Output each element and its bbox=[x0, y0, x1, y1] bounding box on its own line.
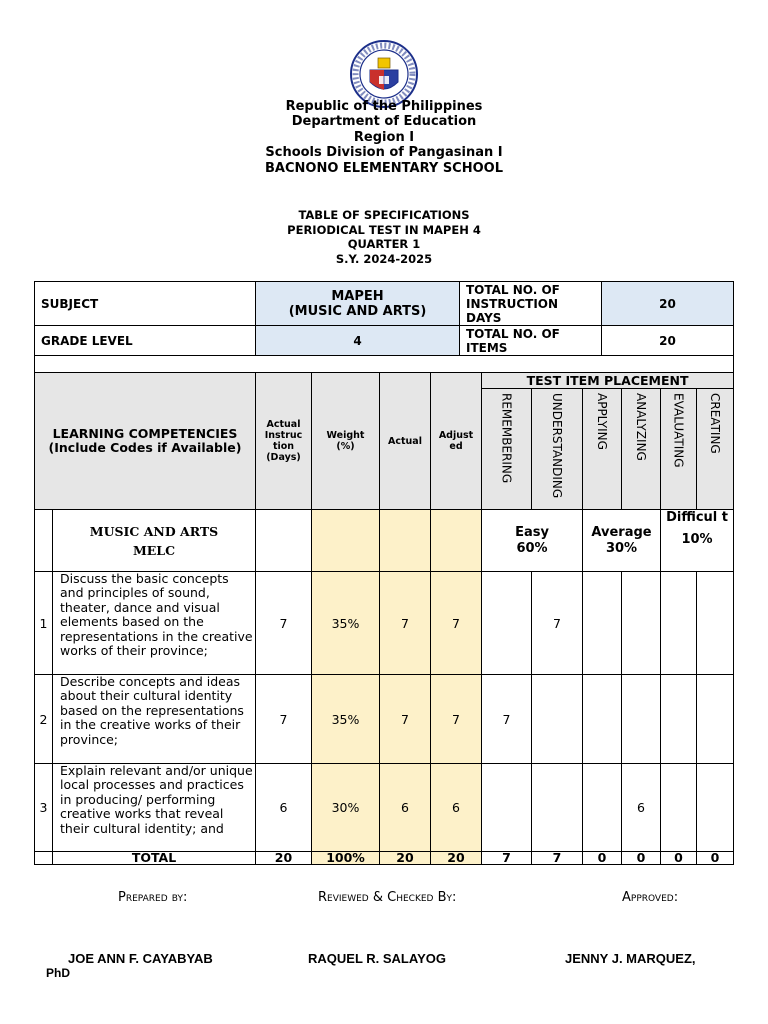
spacer-row bbox=[35, 356, 734, 373]
row-number: 1 bbox=[35, 572, 53, 675]
grade-level-label: GRADE LEVEL bbox=[35, 326, 256, 356]
adjusted-value: 6 bbox=[431, 764, 482, 852]
adjusted-value: 7 bbox=[431, 572, 482, 675]
header-line-republic: Republic of the Philippines bbox=[285, 99, 483, 114]
difficult-label: Difficul t bbox=[666, 510, 728, 525]
subject-value-line-2: (MUSIC AND ARTS) bbox=[288, 303, 427, 319]
table-row bbox=[35, 675, 734, 764]
level-remembering-header bbox=[482, 389, 532, 510]
easy-percent: 60% bbox=[516, 540, 548, 556]
weight-value: 35% bbox=[312, 675, 380, 764]
grade-level-value: 4 bbox=[256, 326, 460, 356]
average-label: Average bbox=[591, 524, 652, 540]
analyzing-value bbox=[622, 572, 661, 675]
actual-days-value: 6 bbox=[256, 764, 312, 852]
adjusted-value: 7 bbox=[431, 675, 482, 764]
school-header bbox=[0, 99, 768, 176]
analyzing-value: 6 bbox=[622, 764, 661, 852]
total-applying: 0 bbox=[583, 852, 622, 865]
weight-value: 30% bbox=[312, 764, 380, 852]
subject-value bbox=[256, 282, 460, 326]
applying-value bbox=[583, 675, 622, 764]
evaluating-value bbox=[661, 572, 697, 675]
approved-by-suffix: PhD bbox=[46, 966, 70, 980]
total-actual: 20 bbox=[380, 852, 431, 865]
understanding-value bbox=[532, 675, 583, 764]
header-line-department: Department of Education bbox=[291, 114, 477, 130]
total-analyzing: 0 bbox=[622, 852, 661, 865]
header-line-region: Region I bbox=[353, 129, 415, 145]
total-understanding: 7 bbox=[532, 852, 583, 865]
deped-seal-logo bbox=[350, 40, 418, 108]
section-weight-cell bbox=[312, 510, 380, 572]
actual-days-value: 7 bbox=[256, 675, 312, 764]
approved-by-label: Approved: bbox=[622, 890, 679, 905]
total-days: 20 bbox=[256, 852, 312, 865]
level-analyzing-header bbox=[622, 389, 661, 510]
total-creating: 0 bbox=[697, 852, 734, 865]
total-evaluating: 0 bbox=[661, 852, 697, 865]
understanding-value bbox=[532, 764, 583, 852]
row-number: 2 bbox=[35, 675, 53, 764]
actual-value: 6 bbox=[380, 764, 431, 852]
document-title bbox=[0, 208, 768, 266]
total-row bbox=[35, 852, 734, 865]
actual-days-value: 7 bbox=[256, 572, 312, 675]
header-line-division: Schools Division of Pangasinan I bbox=[265, 145, 503, 161]
creating-value bbox=[697, 572, 734, 675]
title-line-tos: TABLE OF SPECIFICATIONS bbox=[298, 208, 470, 222]
level-analyzing-label: ANALYZING bbox=[634, 393, 648, 461]
evaluating-value bbox=[661, 764, 697, 852]
average-percent: 30% bbox=[605, 540, 638, 556]
reviewed-by-name: RAQUEL R. SALAYOG bbox=[308, 951, 446, 966]
section-title: MUSIC AND ARTS MELC bbox=[53, 510, 256, 572]
header-row-1 bbox=[35, 373, 734, 389]
row-number: 3 bbox=[35, 764, 53, 852]
section-adjusted-cell bbox=[431, 510, 482, 572]
info-table bbox=[34, 281, 734, 356]
level-applying-label: APPLYING bbox=[595, 393, 609, 450]
adjusted-header: Adjust ed bbox=[431, 373, 482, 510]
subject-label: SUBJECT bbox=[35, 282, 256, 326]
weight-value: 35% bbox=[312, 572, 380, 675]
applying-value bbox=[583, 572, 622, 675]
title-line-school-year: S.Y. 2024-2025 bbox=[335, 251, 433, 266]
creating-value bbox=[697, 764, 734, 852]
weight-header: Weight (%) bbox=[312, 373, 380, 510]
creating-value bbox=[697, 675, 734, 764]
total-items-label: TOTAL NO. OF ITEMS bbox=[460, 326, 602, 356]
competencies-header: LEARNING COMPETENCIES (Include Codes if Available) bbox=[35, 373, 256, 510]
total-number-cell bbox=[35, 852, 53, 865]
level-understanding-label: UNDERSTANDING bbox=[550, 393, 564, 499]
actual-value: 7 bbox=[380, 572, 431, 675]
reviewed-by-label: Reviewed & Checked By: bbox=[318, 890, 457, 905]
table-row bbox=[35, 572, 734, 675]
total-label: TOTAL bbox=[53, 852, 256, 865]
instruction-days-label: TOTAL NO. OF INSTRUCTION DAYS bbox=[460, 282, 602, 326]
total-weight: 100% bbox=[312, 852, 380, 865]
prepared-by-name: JOE ANN F. CAYABYAB bbox=[68, 951, 213, 966]
spacer-cell bbox=[35, 356, 734, 373]
level-evaluating-label: EVALUATING bbox=[671, 393, 686, 468]
difficult-percent: 10% bbox=[681, 532, 713, 547]
competency-text: Discuss the basic concepts and principles of sound, theater, dance and visual elements based on the representations in the creative works of their province; bbox=[53, 572, 256, 675]
difficult-band bbox=[661, 510, 734, 572]
average-band bbox=[583, 510, 661, 572]
section-number-cell bbox=[35, 510, 53, 572]
remembering-value bbox=[482, 572, 532, 675]
title-line-test: PERIODICAL TEST IN MAPEH 4 bbox=[287, 222, 481, 237]
actual-header: Actual bbox=[380, 373, 431, 510]
section-days-cell bbox=[256, 510, 312, 572]
analyzing-value bbox=[622, 675, 661, 764]
section-actual-cell bbox=[380, 510, 431, 572]
total-adjusted: 20 bbox=[431, 852, 482, 865]
level-remembering-label: REMEMBERING bbox=[499, 393, 514, 484]
easy-band bbox=[482, 510, 583, 572]
actual-value: 7 bbox=[380, 675, 431, 764]
specifications-table bbox=[34, 355, 734, 865]
level-evaluating-header bbox=[661, 389, 697, 510]
title-line-quarter: QUARTER 1 bbox=[347, 237, 421, 252]
easy-label: Easy bbox=[515, 524, 549, 540]
competency-text: Describe concepts and ideas about their cultural identity based on the representations in the creative works of their province; bbox=[53, 675, 256, 764]
total-items-value: 20 bbox=[602, 326, 734, 356]
actual-days-header: Actual Instruc tion (Days) bbox=[256, 373, 312, 510]
header-line-school: BACNONO ELEMENTARY SCHOOL bbox=[265, 160, 503, 176]
test-item-placement-header: TEST ITEM PLACEMENT bbox=[482, 373, 734, 389]
applying-value bbox=[583, 764, 622, 852]
remembering-value bbox=[482, 764, 532, 852]
table-row bbox=[35, 764, 734, 852]
instruction-days-value: 20 bbox=[602, 282, 734, 326]
understanding-value: 7 bbox=[532, 572, 583, 675]
prepared-by-label: Prepared by: bbox=[118, 890, 188, 905]
level-understanding-header bbox=[532, 389, 583, 510]
total-remembering: 7 bbox=[482, 852, 532, 865]
subject-value-line-1: MAPEH bbox=[331, 288, 384, 304]
competency-text: Explain relevant and/or unique local processes and practices in producing/ performing creative works that reveal their cultural identity; and bbox=[53, 764, 256, 852]
level-creating-label: CREATING bbox=[708, 393, 723, 454]
evaluating-value bbox=[661, 675, 697, 764]
level-applying-header bbox=[583, 389, 622, 510]
section-row bbox=[35, 510, 734, 572]
remembering-value: 7 bbox=[482, 675, 532, 764]
level-creating-header bbox=[697, 389, 734, 510]
approved-by-name: JENNY J. MARQUEZ, bbox=[565, 951, 696, 966]
